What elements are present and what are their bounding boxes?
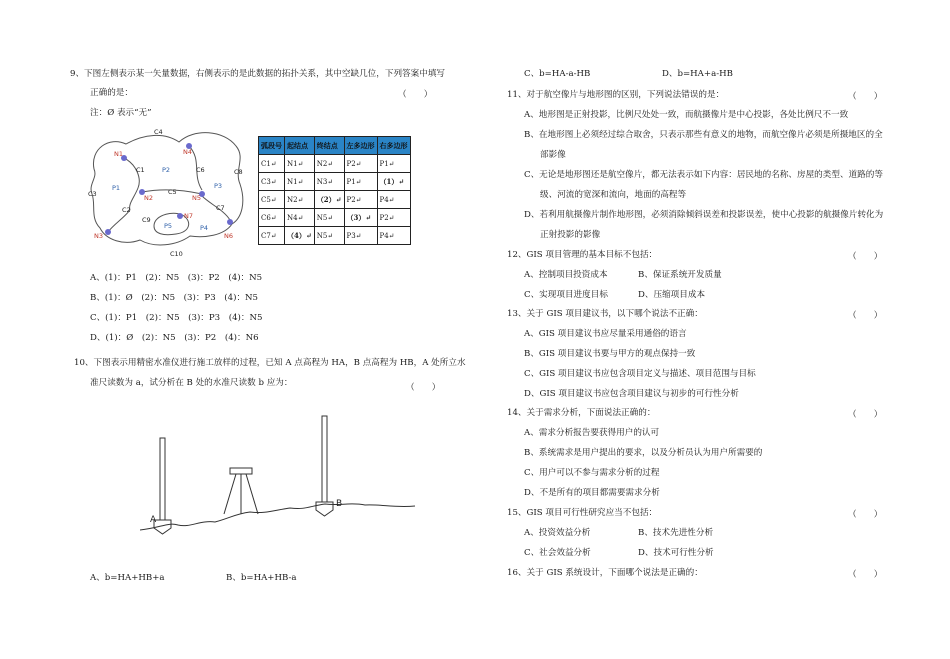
table-cell: N5↵ <box>314 227 344 245</box>
label-c1: C1 <box>136 166 145 174</box>
topology-map-figure <box>84 124 256 264</box>
q10-answer-paren: （ ） <box>406 383 441 393</box>
label-p2: P2 <box>162 166 171 174</box>
node-n7-marker <box>177 213 183 219</box>
label-c2: C2 <box>122 206 131 214</box>
table-row <box>259 227 411 245</box>
table-cell: C6↵ <box>259 209 285 227</box>
q9-stem-line2: 正确的是： <box>90 88 133 98</box>
table-cell: N5↵ <box>314 209 344 227</box>
q13-option-b: B、GIS 项目建议书要与甲方的观点保持一致 <box>524 349 696 359</box>
table-cell: N3↵ <box>314 173 344 191</box>
table-cell: P2↵ <box>344 155 377 173</box>
label-c10: C10 <box>170 250 183 258</box>
table-cell: P4↵ <box>377 227 410 245</box>
q13-stem: 13、关于 GIS 项目建议书，以下哪个说法不正确： <box>507 309 703 319</box>
col-header-end-node: 终结点 <box>314 137 344 155</box>
table-row <box>259 173 411 191</box>
q11-line-c1: C、无论是地形图还是航空像片，都无法表示如下内容：居民地的名称、房屋的类型、道路的等 <box>524 170 883 180</box>
q10-option-b: B、b=HA+HB-a <box>226 573 297 583</box>
table-cell-blank-2: （2）↵ <box>314 191 344 209</box>
label-n6: N6 <box>224 232 233 240</box>
label-n3: N3 <box>94 232 103 240</box>
label-n7: N7 <box>184 212 193 220</box>
table-cell: N1↵ <box>285 155 315 173</box>
tripod-leg-right <box>246 474 258 514</box>
table-row <box>259 155 411 173</box>
q16-answer-paren: （ ） <box>848 570 883 580</box>
q13-option-d: D、GIS 项目建议书应包含项目建议与初步的可行性分析 <box>524 389 739 399</box>
tripod-leg-left <box>224 474 236 514</box>
table-cell: C1↵ <box>259 155 285 173</box>
q14-option-c: C、用户可以不参与需求分析的过程 <box>524 468 660 478</box>
node-n3-marker <box>105 229 111 235</box>
q10-option-c: C、b=HA-a-HB <box>524 69 591 79</box>
label-n1: N1 <box>114 150 123 158</box>
level-instrument-head <box>230 468 252 474</box>
q11-line-c2: 级、河流的宽深和流向，地面的高程等 <box>540 190 687 200</box>
q11-line-d2: 正射投影的影像 <box>540 230 601 240</box>
col-header-right-polygon: 右多边形 <box>377 137 410 155</box>
q12-stem: 12、GIS 项目管理的基本目标不包括： <box>507 250 658 260</box>
q14-stem: 14、关于需求分析，下面说法正确的： <box>507 408 656 418</box>
table-cell: P2↵ <box>344 191 377 209</box>
q15-option-a: A、投资效益分析 <box>524 528 591 538</box>
node-n6-marker <box>227 219 233 225</box>
q15-answer-paren: （ ） <box>848 510 883 520</box>
q9-stem-line1: 9、下图左侧表示某一矢量数据，右侧表示的是此数据的拓扑关系，其中空缺几位，下列答案中填写 <box>70 69 446 79</box>
q12-option-d: D、压缩项目成本 <box>638 290 706 300</box>
label-n2: N2 <box>144 194 153 202</box>
table-cell: C5↵ <box>259 191 285 209</box>
label-c9: C9 <box>142 216 151 224</box>
table-cell-blank-3: （3）↵ <box>344 209 377 227</box>
table-cell: N4↵ <box>285 209 315 227</box>
q12-option-a: A、控制项目投资成本 <box>524 270 608 280</box>
q12-option-b: B、保证系统开发质量 <box>638 270 722 280</box>
label-c8: C8 <box>234 168 243 176</box>
q14-answer-paren: （ ） <box>848 410 883 420</box>
q13-answer-paren: （ ） <box>848 311 883 321</box>
col-header-left-polygon: 左多边形 <box>344 137 377 155</box>
topology-table <box>258 136 411 245</box>
q10-option-a: A、b=HA+HB+a <box>90 573 165 583</box>
q15-stem: 15、GIS 项目可行性研究应当不包括： <box>507 508 658 518</box>
q15-option-b: B、技术先进性分析 <box>638 528 714 538</box>
q16-stem: 16、关于 GIS 系统设计，下面哪个说法是正确的： <box>507 568 703 578</box>
table-cell: N2↵ <box>314 155 344 173</box>
q9-option-a: A、(1)：P1 (2)：N5 (3)：P2 (4)：N5 <box>90 273 263 283</box>
q10-option-d: D、b=HA+a-HB <box>662 69 733 79</box>
table-cell: C3↵ <box>259 173 285 191</box>
label-c3: C3 <box>88 190 97 198</box>
table-cell-blank-1: （1）↵ <box>377 173 410 191</box>
leveling-diagram <box>140 410 420 545</box>
table-cell: P1↵ <box>377 155 410 173</box>
staff-b-rod <box>322 416 327 502</box>
q13-option-c: C、GIS 项目建议书应包含项目定义与描述、项目范围与目标 <box>524 369 756 379</box>
q11-line-b2: 部影像 <box>540 150 566 160</box>
label-point-b: B <box>336 499 343 509</box>
label-c4: C4 <box>154 128 163 136</box>
q11-line-a: A、地形图是正射投影，比例尺处处一致，而航摄像片是中心投影，各处比例尺不一致 <box>524 110 849 120</box>
col-header-start-node: 起结点 <box>285 137 315 155</box>
q15-option-d: D、技术可行性分析 <box>638 548 714 558</box>
table-cell: C7↵ <box>259 227 285 245</box>
q11-stem: 11、对于航空像片与地形图的区别，下列说法错误的是： <box>507 90 725 100</box>
q14-option-b: B、系统需求是用户提出的要求，以及分析员认为用户所需要的 <box>524 448 763 458</box>
ground-profile-line <box>140 504 415 530</box>
q11-line-b1: B、在地形图上必须经过综合取舍，只表示那些有意义的地物，而航空像片必须是所摄地区的全 <box>524 130 883 140</box>
label-p4: P4 <box>200 224 209 232</box>
topology-table-header-row <box>259 137 411 155</box>
q9-option-d: D、(1)：Ø (2)：N5 (3)：P2 (4)：N6 <box>90 333 259 343</box>
label-p5: P5 <box>164 222 173 230</box>
table-cell: P1↵ <box>344 173 377 191</box>
label-n4: N4 <box>183 148 192 156</box>
table-cell: P3↵ <box>344 227 377 245</box>
q14-option-d: D、不是所有的项目都需要需求分析 <box>524 488 660 498</box>
table-cell: N1↵ <box>285 173 315 191</box>
q12-answer-paren: （ ） <box>848 252 883 262</box>
staff-a-rod <box>160 438 165 520</box>
label-p3: P3 <box>214 182 223 190</box>
q12-option-c: C、实现项目进度目标 <box>524 290 608 300</box>
label-n5: N5 <box>192 194 201 202</box>
table-row <box>259 191 411 209</box>
q10-stem-line2: 准尺读数为 a，试分析在 B 处的水准尺读数 b 应为： <box>90 378 293 388</box>
table-cell: N2↵ <box>285 191 315 209</box>
q9-answer-paren: （ ） <box>398 90 433 100</box>
q13-option-a: A、GIS 项目建议书应尽量采用通俗的语言 <box>524 329 687 339</box>
q10-stem-line1: 10、下图表示用精密水准仪进行施工放样的过程，已知 A 点高程为 HA，B 点高程为 HB，A 处所立水 <box>74 358 466 368</box>
table-cell: P4↵ <box>377 191 410 209</box>
table-cell: P2↵ <box>377 209 410 227</box>
q14-option-a: A、需求分析报告要获得用户的认可 <box>524 428 660 438</box>
label-c5: C5 <box>168 188 177 196</box>
label-point-a: A <box>150 515 157 525</box>
label-c7: C7 <box>216 204 225 212</box>
table-cell-blank-4: （4）↵ <box>285 227 315 245</box>
col-header-arc-id: 弧段号 <box>259 137 285 155</box>
q9-note: 注：Ø 表示“无” <box>90 108 152 118</box>
table-row <box>259 209 411 227</box>
q11-answer-paren: （ ） <box>848 92 883 102</box>
q11-line-d1: D、若利用航摄像片制作地形图，必须消除倾斜误差和投影误差，使中心投影的航摄像片转化为 <box>524 210 884 220</box>
q15-option-c: C、社会效益分析 <box>524 548 591 558</box>
q9-option-b: B、(1)：Ø (2)：N5 (3)：P3 (4)：N5 <box>90 293 259 303</box>
q9-option-c: C、(1)：P1 (2)：N5 (3)：P3 (4)：N5 <box>90 313 263 323</box>
label-p1: P1 <box>112 184 121 192</box>
label-c6: C6 <box>196 166 205 174</box>
